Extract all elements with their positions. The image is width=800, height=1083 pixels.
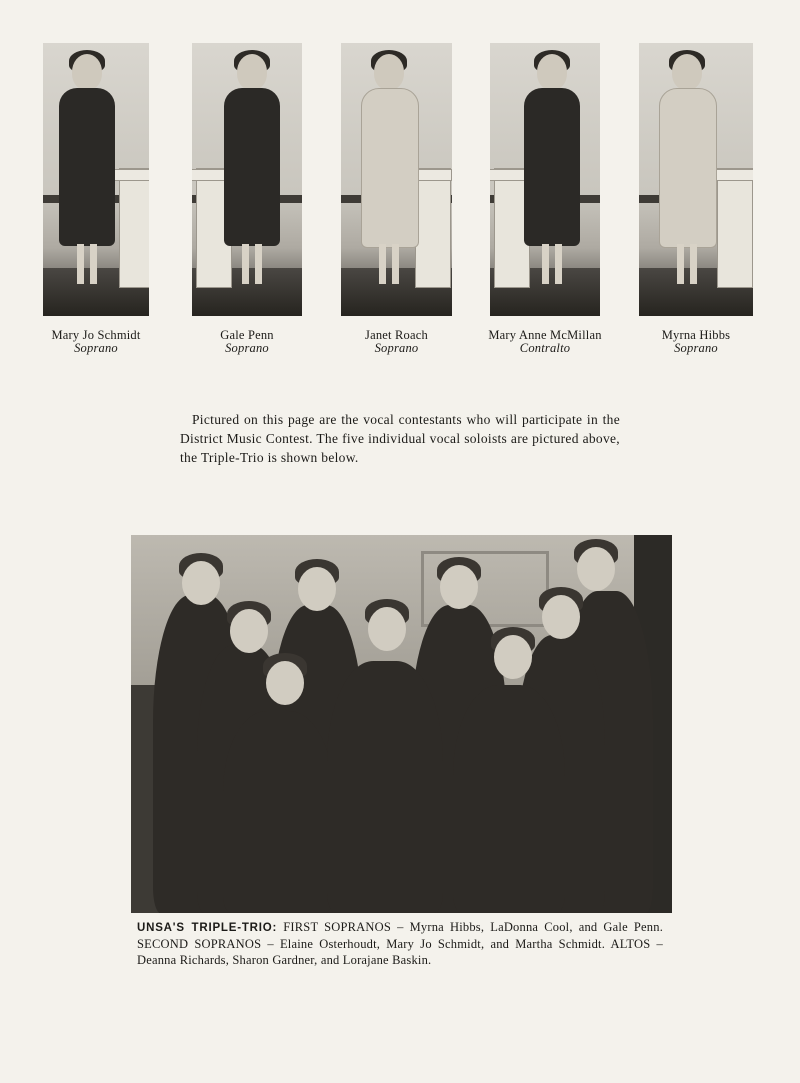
soloist-photo-2 [192,43,302,316]
soloist-voice: Soprano [374,341,419,355]
soloist-photo-1 [43,43,149,316]
soloist-name: Mary Jo Schmidt [51,328,141,342]
soloist-name: Mary Anne McMillan [488,328,602,342]
soloist-photo-5 [639,43,753,316]
soloist-caption-4 [478,329,612,355]
soloist-photo-4 [490,43,600,316]
soloist-voice: Soprano [674,341,718,355]
soloist-name: Myrna Hibbs [661,328,731,342]
triple-trio-caption [137,919,663,968]
soloist-name: Gale Penn [220,328,274,342]
caption-lead: UNSA'S TRIPLE-TRIO: [137,922,278,934]
soloist-voice: Soprano [225,341,269,355]
soloist-caption-2 [192,329,302,355]
soloist-caption-3 [341,329,452,355]
intro-paragraph: Pictured on this page are the vocal contestants who will participate in the District Music Contest. The five individual vocal soloists are pictured above, the Triple-Trio is shown below. [180,412,620,465]
caption-text: FIRST SOPRANOS – Myrna Hibbs, LaDonna Cool, and Gale Penn. SECOND SOPRANOS – Elaine Osterhoudt, Mary Jo Schmidt, and Martha Schmidt. ALTOS – Deanna Richards, Sharon Gardner, and Lorajane Baskin. [137,920,664,967]
triple-trio-photo [131,535,672,913]
soloist-caption-1 [40,329,152,355]
soloist-name: Janet Roach [365,328,428,342]
soloist-photo-3 [341,43,452,316]
soloist-caption-5 [639,329,753,355]
soloist-voice: Contralto [519,341,571,355]
soloist-voice: Soprano [74,341,118,355]
